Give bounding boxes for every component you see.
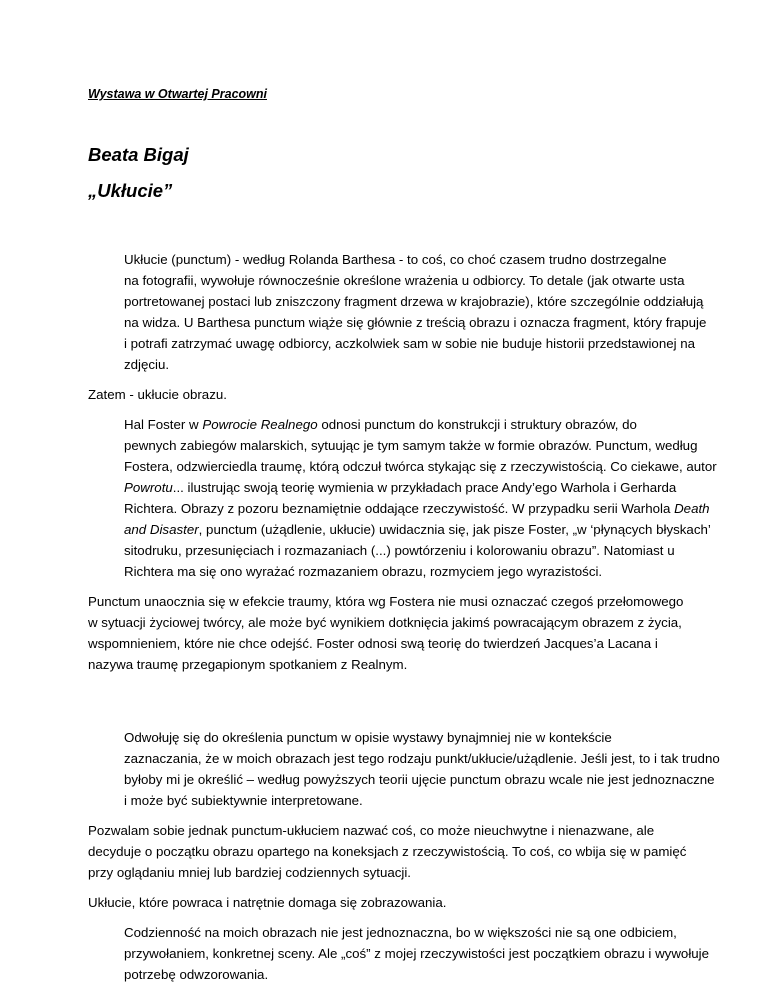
document-title: „Ukłucie” [88, 180, 173, 201]
text-line: decyduje o początku obrazu opartego na koneksjach z rzeczywistością. To coś, co wbija się w pamięć [88, 844, 687, 859]
text-line [88, 477, 684, 498]
text-run: Richtera. Obrazy z pozoru beznamiętnie oddające rzeczywistość. W przypadku serii Warhola [124, 501, 675, 516]
text-line: przywołaniem, konkretnej sceny. Ale „coś” z mojej rzeczywistości jest początkiem obrazu i wywołuje [124, 946, 710, 961]
document-body [88, 249, 720, 985]
text-line: i potrafi zatrzymać uwagę odbiorcy, aczkolwiek sam w sobie nie buduje historii przedstawionej na [124, 336, 696, 351]
series-title: and Disaster [124, 522, 199, 537]
text-line: sitodruku, przesunięciach i rozmazaniach (...) powtórzeniu i kolorowaniu obrazu”. Natomiast u [124, 543, 675, 558]
text-line: Odwołuję się do określenia punctum w opisie wystawy bynajmniej nie w kontekście [124, 730, 612, 745]
paragraph [88, 591, 684, 675]
text-line [88, 414, 684, 435]
text-line: pewnych zabiegów malarskich, sytuując je tym samym także w formie obrazów. Punctum, według [124, 438, 698, 453]
text-line: zaznaczania, że w moich obrazach jest tego rodzaju punkt/ukłucie/użądlenie. Jeśli jest, to i tak trudno [124, 751, 720, 766]
paragraph [88, 727, 720, 811]
document-header: Wystawa w Otwartej Pracowni [88, 87, 267, 101]
text-line: Codzienność na moich obrazach nie jest jednoznaczna, bo w większości nie są one odbiciem, [124, 925, 677, 940]
text-run: ... ilustrując swoją teorię wymienia w przykładach prace Andy’ego Warhola i Gerharda [172, 480, 677, 495]
text-line [88, 519, 711, 540]
text-line: nazywa traumę przegapionym spotkaniem z Realnym. [88, 657, 408, 672]
paragraph [88, 922, 710, 985]
text-run: odnosi punctum do konstrukcji i struktury obrazów, do [317, 417, 637, 432]
text-line: potrzebę odwzorowania. [124, 967, 269, 982]
text-line: Ukłucie (punctum) - według Rolanda Barthesa - to coś, co choć czasem trudno dostrzegalne [124, 252, 667, 267]
text-line: i może być subiektywnie interpretowane. [124, 793, 363, 808]
text-run: , punctum (użądlenie, ukłucie) uwidacznia się, jak pisze Foster, „w ‘płynących błyskach’ [198, 522, 711, 537]
paragraph [88, 892, 684, 913]
text-line: w sytuacji życiowej twórcy, ale może być wynikiem dotknięcia jakimś powracającym obrazem z życia, [88, 615, 682, 630]
text-line: Fostera, odzwierciedla traumę, którą odczuł twórca stykając się z rzeczywistością. Co ciekawe, autor [124, 459, 717, 474]
text-line: byłoby mi je określić – według powyższych teorii ujęcie punctum obrazu wcale nie jest jednoznaczne [124, 772, 715, 787]
text-line: Pozwalam sobie jednak punctum-ukłuciem nazwać coś, co może nieuchwytne i nienazwane, ale [88, 823, 655, 838]
text-line: Zatem - ukłucie obrazu. [88, 387, 227, 402]
text-line: portretowanej postaci lub zniszczony fragment drzewa w krajobrazie), które szczególnie oddziałują [124, 294, 704, 309]
paragraph [88, 820, 687, 883]
author-name: Beata Bigaj [88, 144, 189, 165]
book-title: Powrocie Realnego [202, 417, 318, 432]
book-title: Powrotu [124, 480, 173, 495]
text-line: na widza. U Barthesa punctum wiąże się głównie z treścią obrazu i oznacza fragment, który frapuje [124, 315, 707, 330]
text-line: Ukłucie, które powraca i natrętnie domaga się zobrazowania. [88, 895, 447, 910]
paragraph [88, 249, 707, 375]
text-run: Hal Foster w [124, 417, 203, 432]
text-line: przy oglądaniu mniej lub bardziej codziennych sytuacji. [88, 865, 411, 880]
series-title: Death [674, 501, 710, 516]
text-line [88, 498, 710, 519]
text-line: zdjęciu. [124, 357, 170, 372]
text-line: Richtera ma się ono wyrażać rozmazaniem obrazu, rozmyciem jego wyrazistości. [124, 564, 603, 579]
text-line: wspomnieniem, które nie chce odejść. Foster odnosi swą teorię do twierdzeń Jacques’a Lacana i [88, 636, 658, 651]
paragraph [88, 414, 717, 582]
text-line: na fotografii, wywołuje równocześnie określone wrażenia u odbiorcy. To detale (jak otwarte usta [124, 273, 685, 288]
paragraph [88, 384, 684, 405]
text-line: Punctum unaocznia się w efekcie traumy, która wg Fostera nie musi oznaczać czegoś przełomowego [88, 594, 684, 609]
